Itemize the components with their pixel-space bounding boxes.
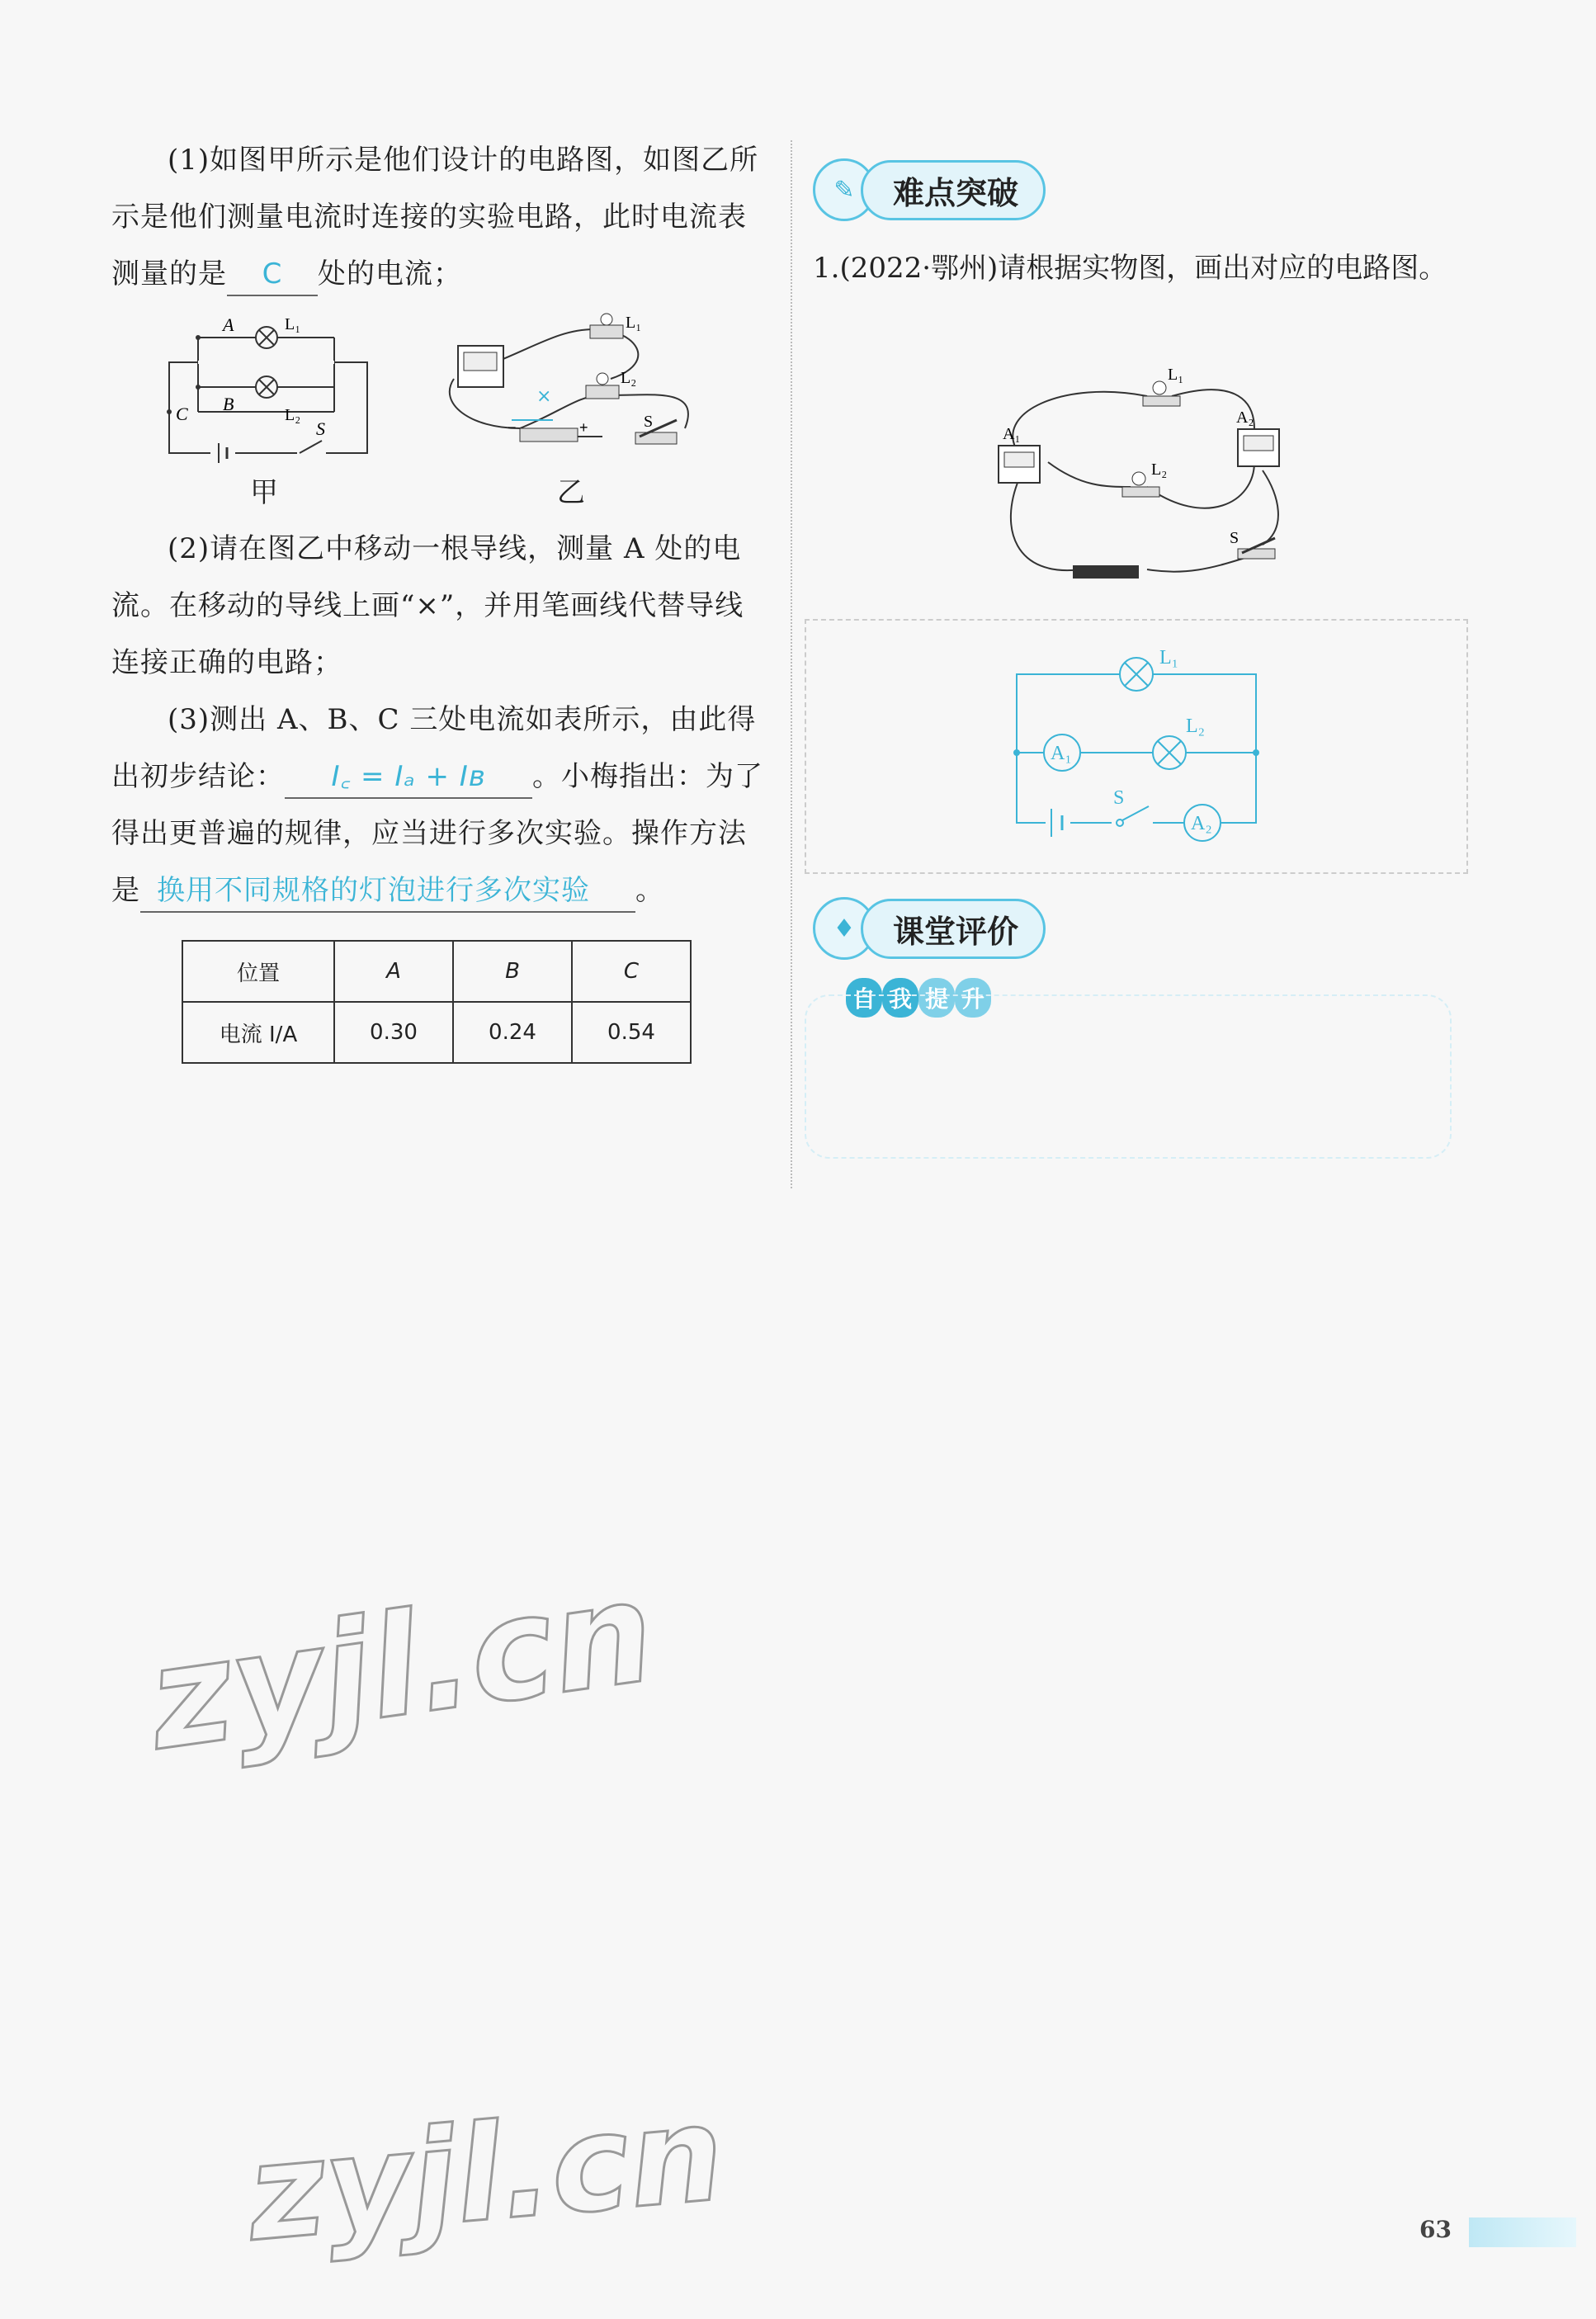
question-part-2: (2)请在图乙中移动一根导线，测量 A 处的电流。在移动的导线上画“×”，并用笔画线代替导线连接正确的电路； <box>111 532 744 679</box>
caption-jia: 甲 <box>250 476 278 509</box>
table-header-row <box>182 941 691 1002</box>
book-icon: ✎ <box>813 158 876 221</box>
label-S: S <box>1113 787 1125 809</box>
lamp-icon: ♦ <box>813 897 876 960</box>
question-part-1 <box>111 132 772 303</box>
circuit-diagram-jia <box>161 313 408 478</box>
section-title: 课堂评价 <box>861 899 1046 959</box>
section-header-difficulty <box>813 157 1490 223</box>
answer-circuit-diagram <box>806 621 1466 872</box>
watermark: zyjl.cn <box>241 2076 730 2271</box>
label-L1: L₁ <box>1168 366 1184 384</box>
tag-char: 提 <box>918 978 955 1018</box>
label-L2: L₂ <box>1151 460 1168 479</box>
self-evaluation-box[interactable] <box>805 994 1452 1159</box>
tag-char: 我 <box>882 978 918 1018</box>
table-header-cell: B <box>453 941 572 1002</box>
section-title: 难点突破 <box>861 160 1046 220</box>
answer-blank-1[interactable]: C <box>227 253 318 296</box>
tag-char: 升 <box>955 978 991 1018</box>
page-decoration-bar <box>1469 2217 1576 2247</box>
label-L2: L₂ <box>1186 716 1206 737</box>
table-header-cell: A <box>334 941 453 1002</box>
label-S: S <box>1230 529 1239 547</box>
label-A2: A₂ <box>1191 813 1212 834</box>
part1-tail: 处的电流； <box>318 257 462 290</box>
table-header-cell: C <box>572 941 691 1002</box>
column-divider <box>791 140 792 1188</box>
right-column <box>813 157 1490 1013</box>
left-column <box>111 132 772 1064</box>
table-header-cell: 位置 <box>182 941 334 1002</box>
caption-yi: 乙 <box>557 476 585 509</box>
page-number: 63 <box>1419 2216 1452 2243</box>
label-A1: A₁ <box>1051 743 1072 764</box>
table-cell: 0.30 <box>334 1002 453 1063</box>
label-C: C <box>176 404 188 424</box>
real-circuit-figure <box>982 363 1329 594</box>
tag-char: 自 <box>846 978 882 1018</box>
label-B: B <box>223 394 234 414</box>
svg-text:×: × <box>536 386 552 407</box>
label-A: A <box>223 314 234 335</box>
current-table <box>182 940 692 1064</box>
answer-blank-3[interactable]: 换用不同规格的灯泡进行多次实验 <box>140 870 635 913</box>
table-row-label: 电流 I/A <box>182 1002 334 1063</box>
label-S: S <box>644 413 654 431</box>
label-plus: + <box>579 419 588 436</box>
question-part-3 <box>111 692 772 919</box>
label-L1: L₁ <box>1159 647 1179 668</box>
part3-text-b: 。小梅指出：为了得出更普遍的规律，应当进行多次实验。操作方法是 <box>111 760 763 907</box>
label-minus: − <box>508 419 517 436</box>
watermark: zyjl.cn <box>139 1550 663 1783</box>
part3-end: 。 <box>635 874 664 907</box>
question-1: 1.(2022·鄂州)请根据实物图，画出对应的电路图。 <box>813 252 1447 285</box>
circuit-photo-yi <box>437 313 734 478</box>
answer-box <box>805 619 1468 874</box>
section-header-evaluation <box>813 895 1046 961</box>
label-A2: A₂ <box>1236 409 1254 427</box>
figures-row <box>111 313 772 509</box>
part3-text-a: (3)测出 A、B、C 三处电流如表所示，由此得出初步结论： <box>111 703 757 793</box>
part1-text: (1)如图甲所示是他们设计的电路图，如图乙所示是他们测量电流时连接的实验电路，此时电流表测量的是 <box>111 144 759 290</box>
label-L2: L₂ <box>285 406 301 424</box>
label-S: S <box>316 418 325 439</box>
table-row <box>182 1002 691 1063</box>
answer-blank-2[interactable]: I꜀ = Iₐ + Iʙ <box>285 756 532 799</box>
table-cell: 0.54 <box>572 1002 691 1063</box>
label-L1: L₁ <box>626 314 642 332</box>
label-A1: A₁ <box>1003 425 1021 443</box>
table-cell: 0.24 <box>453 1002 572 1063</box>
label-L2: L₂ <box>621 369 637 387</box>
label-L1: L₁ <box>285 315 301 333</box>
